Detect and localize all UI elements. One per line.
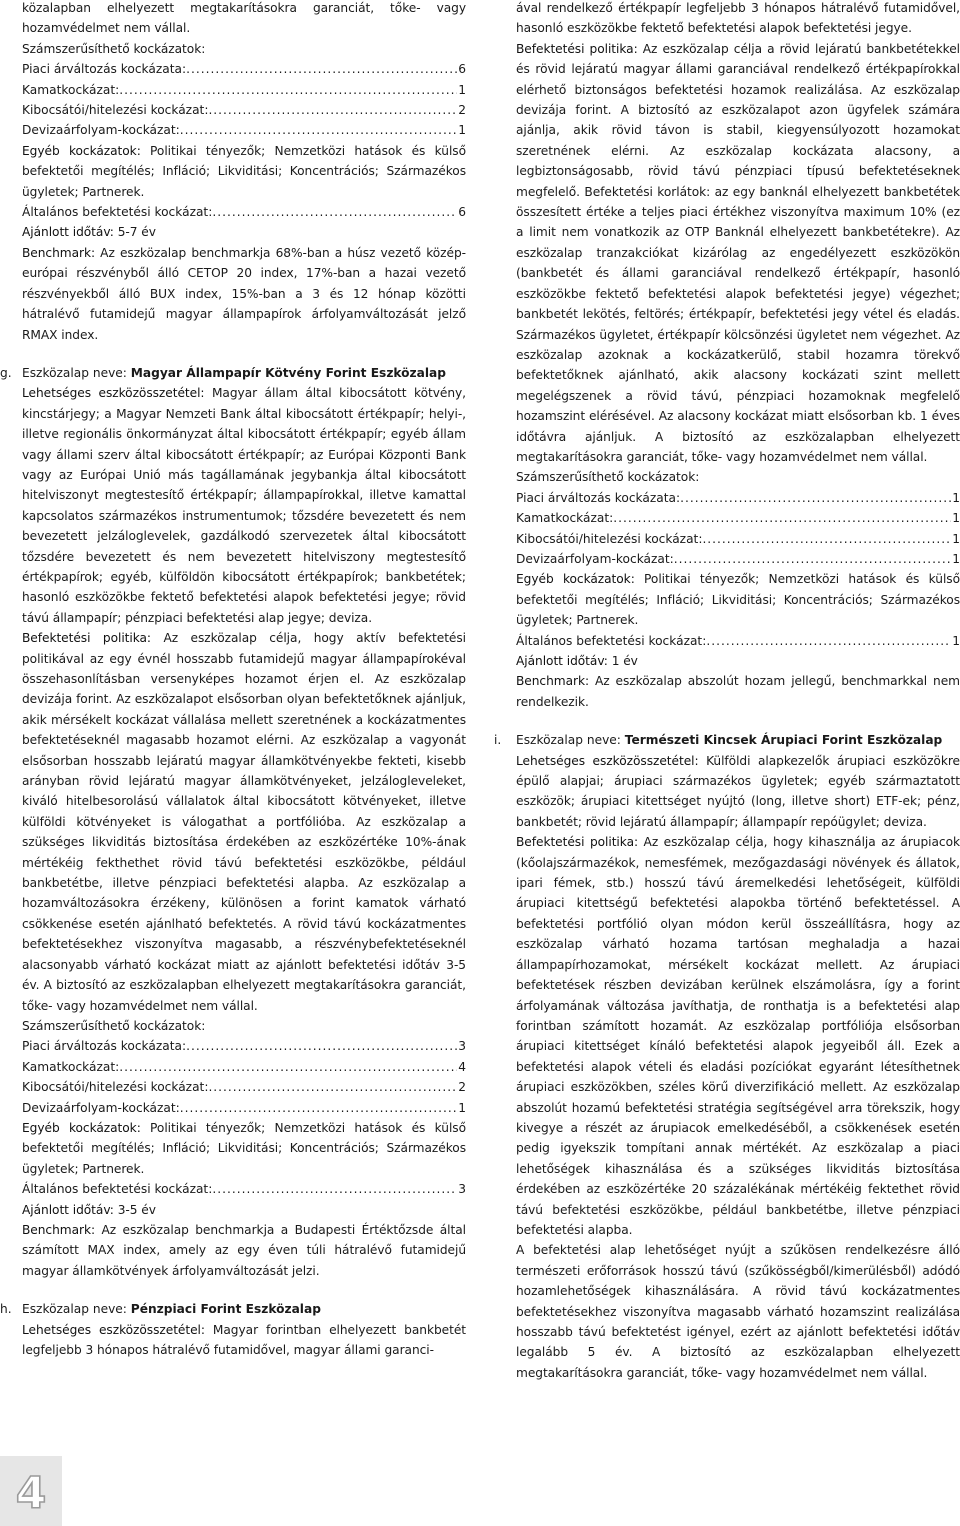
policy-paragraph: Befektetési politika: Az eszközalap célja, hogy aktív befektetési politikával az egy évnél hosszabb futamidejű magyar állampapírokéval összehasonlításban versenyképes hozamot érjen el. Az eszközalap devizája forint. Az eszközalapot elsősorban olyan befektetőknek ajánljuk, akik mérsékelt kockázat vállalása mellett szeretnének a kockázatmentes befektetéseknél magasabb hozamot elérni. Az eszközalap a vagyonát elsősorban hosszabb lejáratú magyar államkötvényekbe fekteti, kisebb arányban rövid lejáratú magyar államkötvényeket, jelzálogleveleket, kiváló hitelbesorolású vállalatok által kibocsátott kötvényeket, illetve külföldi kötvényeket is válogathat a portfólióba. Az eszközalap a szükséges likviditás biztosítása érdekében az eszközértéke 10%-ának mértékéig fekthethet rövid távú befektetési eszközökbe, például bankbetétbe, illetve pénzpiaci befektetési alapba. Az eszközalap a hozamváltozásokra érzékeny, különösen a forint kamatok várható csökkenése esetén ajánlható befektetés. A rövid távú kockázatmentes befektetésekhez viszonyítva magasabb, a részvénybefektetéseknél alacsonyabb várható kockázat miatt az ajánlott befektetési időtáv 3-5 év. A biztosító az eszközalapban elhelyezett megtakarításokra garanciát, tőke- vagy hozamvédelmet nem vállal. <box>22 631 467 1013</box>
risk-row: Devizaárfolyam-kockázat: ..... 1 <box>494 549 960 569</box>
general-risk-row: Általános befektetési kockázat: ..... 6 <box>0 202 466 222</box>
risk-row: Kibocsátói/hitelezési kockázat: ..... 1 <box>494 529 960 549</box>
assets-paragraph: Lehetséges eszközösszetétel: Külföldi alapkezelők árupiaci eszközökre épülő alapjai; árupiaci származékos ügyletek; egyéb származtatott eszközök; árupiaci kitettséget nyújtó (long, illetve short) ETF-ek; pénz, bankbetét; rövid lejáratú állampapír; állampapír repóügylet; deviza. <box>516 753 960 829</box>
page-number: 4 <box>15 1468 47 1519</box>
other-risks-paragraph: Egyéb kockázatok: Politikai tényezők; Nemzetközi hatások és külső befektetői megítélés; Infláció; Likviditási; Koncentrációs; Származékos ügyletek; Partnerek. <box>22 143 466 199</box>
horizon-line: Ajánlott időtáv: 3-5 év <box>22 1202 156 1217</box>
assets-paragraph: Lehetséges eszközösszetétel: Magyar állam által kibocsátott kötvény, kincstárjegy; a Magyar Nemzeti Bank által kibocsátott értékpapír; helyi-, illetve regionális önkormányzat által kibocsátott értékpapír; egyéb állam vagy állami szerv által kibocsátott értékpapír; az Európai Központi Bank vagy az Európai Unió más tagállamának jegybankja által kibocsátott hitelviszonyt megtestesítő értékpapír; állampapírokkal, illetve kamattal kapcsolatos származékos instrumentumok; tőzsdére bevezetett és nem bevezetett jelzáloglevelek, gazdálkodó szervezetek által kibocsátott tőzsdére bevezetett és nem bevezetett hitelviszony megtestesítő értékpapírok; egyéb, külföldön kibocsátott értékpapírok; bankbetétek; hasonló eszközökbe fektető befektetési alapok befektetési jegye; rövid távú állampapír; pénzpiaci befektetési alap jegye; deviza. <box>22 386 466 625</box>
other-risks-paragraph: Egyéb kockázatok: Politikai tényezők; Nemzetközi hatások és külső befektetői megítélés; Infláció; Likviditási; Koncentrációs; Származékos ügyletek; Partnerek. <box>22 1120 466 1176</box>
policy-paragraph: Befektetési politika: Az eszközalap célja a rövid lejáratú bankbetétekkel és rövid lejáratú magyar állami garanciával rendelkező értékpapírokkal elérhető biztonságos befektetési hozamok realizálása. Az eszközalap devizája forint. A biztosító az eszközalapot azon ügyfelek számára ajánlja, akik rövid távon is stabil, kiegyensúlyozott hozamokat szeretnének elérni. Az eszközalap kockázata alacsony, a legbiztonságosabb, rövid távú pénzpiaci típusú befektetéseknek megfelelő. Befektetési korlátok: az egy banknál elhelyezett bankbetétek összesített értéke a teljes piaci értékhez viszonyítva maximum 10% (ez a limit nem vonatkozik az OTP Banknál elhelyezett bankbetétekre). Az eszközalap tranzakciókat kizárólag az engedélyezett eszközökön (bankbetét és állami garanciával rendelkező értékpapír, hasonló eszközökbe fektető befektetési alapok befektetési jegye) végezhet; bankbetét lekötés, feltörés; értékpapír, befektetési jegy vétel és eladás. Származékos ügyletet, értékpapír kölcsönzési ügyletet nem végezhet. Az eszközalap azoknak a kockázatkerülő, stabil hozamra törekvő befektetőknek ajánlható, akik alacsony kockázati szint mellett megelégszenek a rövid távú, pénzpiaci hozamoknak megfelelő hozamszint elérésével. Az alacsony kockázat miatt elsősorban kb. 1 éves időtávra ajánljuk. A biztosító az eszközalapban elhelyezett megtakarításokra garanciát, tőke- vagy hozamvédelmet nem vállal. <box>516 41 960 464</box>
risk-row: Devizaárfolyam-kockázat: ..... 1 <box>0 120 466 140</box>
risk-row: Piaci árváltozás kockázata: ..... 3 <box>0 1036 466 1056</box>
fund-g-heading: g. Eszközalap neve: Magyar Állampapír Kötvény Forint Eszközalap <box>0 365 447 380</box>
risk-row: Kibocsátói/hitelezési kockázat: ..... 2 <box>0 100 466 120</box>
risk-row: Kamatkockázat: ..... 1 <box>494 508 960 528</box>
general-risk-row: Általános befektetési kockázat: ..... 3 <box>0 1179 466 1199</box>
intro-paragraph: közalapban elhelyezett megtakarításokra garanciát, tőke- vagy hozamvédelmet nem vállal. <box>22 1 466 36</box>
risk-row: Devizaárfolyam-kockázat: ..... 1 <box>0 1098 466 1118</box>
risk-row: Kamatkockázat: ..... 1 <box>0 80 466 100</box>
benchmark-paragraph: Benchmark: Az eszközalap benchmarkja a Budapesti Értéktőzsde által számított MAX index, amely az egy éven túli hátralévő futamidejű magyar államkötvények árfolyamváltozását jelzi. <box>22 1222 466 1278</box>
risk-row: Piaci árváltozás kockázata: ..... 1 <box>494 488 960 508</box>
extra-paragraph: A befektetési alap lehetőséget nyújt a szűkösen rendelkezésre álló természeti erőforrások hosszú távú (szűkösségből/kimerülésből) adódó hozamlehetőségek kihasználására. A rövid távú kockázatmentes befektetésekhez viszonyítva magasabb várható hozamszint realizálása hosszabb távú befektetést igényel, ezért az ajánlott befektetési időtáv legalább 5 év. A biztosító az eszközalapban elhelyezett megtakarításokra garanciát, tőke- vagy hozamvédelmet nem vállal. <box>516 1243 960 1380</box>
assets-continuation: ával rendelkező értékpapír legfeljebb 3 hónapos hátralévő futamidővel, hasonló eszközökbe fektető befektetési alapok befektetési jegye. <box>516 1 960 36</box>
assets-paragraph: Lehetséges eszközösszetétel: Magyar forintban elhelyezett bankbetét legfeljebb 3 hónapos hátralévő futamidővel, magyar állami garanci- <box>22 1322 466 1357</box>
quant-risk-heading: Számszerűsíthető kockázatok: <box>516 470 700 485</box>
risk-row: Kamatkockázat: ..... 4 <box>0 1057 466 1077</box>
left-column <box>0 0 466 1360</box>
quant-risk-heading: Számszerűsíthető kockázatok: <box>22 41 206 56</box>
benchmark-paragraph: Benchmark: Az eszközalap benchmarkja 68%-ban a húsz vezető közép-európai részvényből álló CETOP 20 index, 17%-ban a hazai vezető részvényekből álló BUX index, 15%-ban a 3 és 12 hónap közötti hátralévő futamidejű magyar állampapírok árfolyamváltozását jelző RMAX index. <box>22 245 466 342</box>
general-risk-row: Általános befektetési kockázat: ..... 1 <box>494 631 960 651</box>
fund-i-heading: i. Eszközalap neve: Természeti Kincsek Árupiaci Forint Eszközalap <box>494 733 943 748</box>
risk-row: Kibocsátói/hitelezési kockázat: ..... 2 <box>0 1077 466 1097</box>
fund-h-heading: h. Eszközalap neve: Pénzpiaci Forint Eszközalap <box>0 1302 321 1317</box>
other-risks-paragraph: Egyéb kockázatok: Politikai tényezők; Nemzetközi hatások és külső befektetői megítélés; Infláció; Likviditási; Koncentrációs; Származékos ügyletek; Partnerek. <box>516 572 960 628</box>
benchmark-paragraph: Benchmark: Az eszközalap abszolút hozam jellegű, benchmarkkal nem rendelkezik. <box>516 674 960 709</box>
policy-paragraph: Befektetési politika: Az eszközalap célja, hogy kihasználja az árupiacok (kőolajszármazékok, nemesfémek, mezőgazdasági növények és állatok, ipari fémek, stb.) hosszú távú áremelkedési lehetőségeit, külföldi árupiaci kitettségű befektetési alapokba történő befektetéssel. A befektetési portfólió olyan módon kerül összeállításra, hogy az eszközalap várható hozama tartósan meghaladja a hazai állampapírhozamokat, mérsékelt kockázat mellett. Az árupiaci befektetések részben devizában kerülnek elszámolásra, így a forint árfolyamának változása javíthatja, de ronthatja is a befektetési alap forintban számított hozamát. Az eszközalap portfóliója elsősorban árupiaci kitettséget kínáló befektetési alapok jegyeiből áll. Ezek a befektetési alapok vételi és eladási pozíciókat egyaránt létesíthetnek árupiaci eszközökben, széles körű diverzifikáció mellett. Az eszközalap abszolút hozamú befektetési stratégia segítségével arra törekszik, hogy kivegye a részét az árupiacok emelkedéséből, a csökkenések esetén pedig igyekszik tompítani annak mértékét. Az eszközalap a piaci lehetőségek kihasználása és a szükséges likviditás biztosítása érdekében az eszközértéke 20 százalékának mértékéig fektethet rövid távú befektetési eszközökbe, például bankbetétbe, illetve pénzpiaci befektetési alapba. <box>516 835 960 1237</box>
horizon-line: Ajánlott időtáv: 5-7 év <box>22 225 156 240</box>
right-column <box>494 0 960 1383</box>
horizon-line: Ajánlott időtáv: 1 év <box>516 654 638 668</box>
risk-row: Piaci árváltozás kockázata: ..... 6 <box>0 59 466 79</box>
quant-risk-heading: Számszerűsíthető kockázatok: <box>22 1018 206 1033</box>
